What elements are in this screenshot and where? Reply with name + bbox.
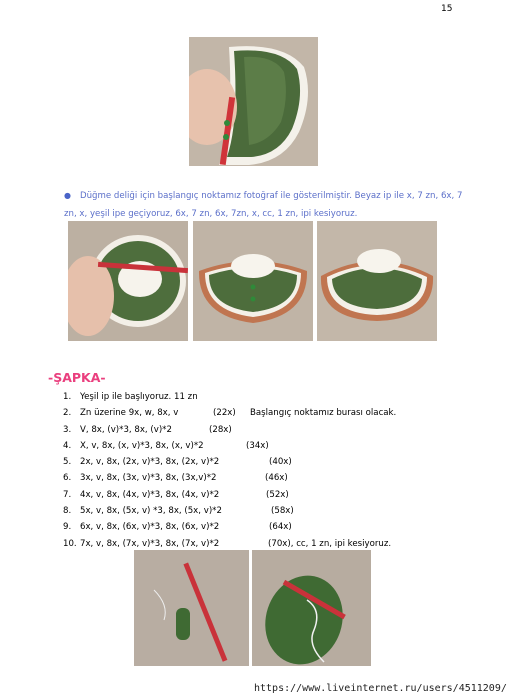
step-text: 3x, v, 8x, (3x, v)*3, 8x, (3x,v)*2 (80, 473, 217, 484)
photo-hand-collar-drawing (68, 221, 188, 341)
photo-hat-oval (252, 550, 371, 666)
instruction-note (64, 187, 464, 223)
step-text: 4x, v, 8x, (4x, v)*3, 8x, (4x, v)*2 (80, 489, 220, 500)
photo-hand-collar (68, 221, 188, 341)
step-number: 5. (63, 457, 72, 468)
page-number: 15 (441, 4, 453, 14)
pattern-steps-list (63, 389, 397, 552)
photo-collar-hook-drawing (189, 37, 318, 166)
step-text: V, 8x, (v)*3, 8x, (v)*2 (80, 424, 172, 435)
step-count: (64x) (269, 522, 292, 533)
step-number: 3. (63, 424, 72, 435)
photo-hat-oval-drawing (252, 550, 371, 666)
step-row (63, 487, 289, 503)
step-number: 9. (63, 522, 72, 533)
step-number: 8. (63, 506, 72, 517)
step-count: (28x) (209, 424, 232, 435)
step-count: (46x) (265, 473, 288, 484)
step-text: 5x, v, 8x, (5x, v) *3, 8x, (5x, v)*2 (80, 506, 222, 517)
step-number: 6. (63, 473, 72, 484)
section-title-sapka: -ŞAPKA- (48, 370, 106, 385)
step-row (63, 438, 269, 454)
step-text: X, v, 8x, (x, v)*3, 8x, (x, v)*2 (80, 440, 204, 451)
photo-hat-start (134, 550, 249, 666)
step-row (63, 519, 292, 535)
source-url: https://www.liveinternet.ru/users/4511209/ (254, 683, 507, 694)
photo-collar-hook (189, 37, 318, 166)
step-row (63, 470, 288, 486)
photo-collar-side (317, 221, 437, 341)
photo-hat-start-drawing (134, 550, 249, 666)
step-row (63, 454, 292, 470)
step-row (63, 503, 294, 519)
step-number: 10. (63, 538, 77, 549)
step-count: (22x) (213, 408, 236, 419)
step-number: 1. (63, 392, 72, 402)
step-count: (40x) (269, 457, 292, 468)
step-count: (70x), cc, 1 zn, ipi kesiyoruz. (268, 538, 392, 549)
step-count: (58x) (271, 506, 294, 517)
photo-collar-flat (193, 221, 313, 341)
step-text: 7x, v, 8x, (7x, v)*3, 8x, (7x, v)*2 (80, 538, 220, 549)
note-text: Düğme deliği için başlangıç noktamız fotoğraf ile gösterilmiştir. Beyaz ip ile x, 7 zn, 6x, 7 zn, x, yeşil ipe geçiyoruz, 6x, 7 zn, 6x, 7zn, x, cc, 1 zn, ipi kesiyoruz. (64, 191, 463, 219)
step-text: Yeşil ip ile başlıyoruz. 11 zn (80, 392, 198, 402)
step-text: 6x, v, 8x, (6x, v)*3, 8x, (6x, v)*2 (80, 522, 220, 533)
step-row (63, 405, 397, 421)
bullet-icon: ● (64, 191, 71, 200)
step-count: (52x) (266, 489, 289, 500)
step-extra: Başlangıç noktamız burası olacak. (250, 408, 397, 419)
photo-collar-side-drawing (317, 221, 437, 341)
step-text: Zn üzerine 9x, w, 8x, v (80, 408, 179, 419)
step-number: 7. (63, 489, 72, 500)
step-number: 2. (63, 408, 72, 419)
photo-collar-flat-drawing (193, 221, 313, 341)
step-row (63, 536, 392, 552)
step-text: 2x, v, 8x, (2x, v)*3, 8x, (2x, v)*2 (80, 457, 220, 468)
step-row (63, 389, 198, 405)
step-number: 4. (63, 440, 72, 451)
step-count: (34x) (246, 440, 269, 451)
step-row (63, 422, 232, 438)
